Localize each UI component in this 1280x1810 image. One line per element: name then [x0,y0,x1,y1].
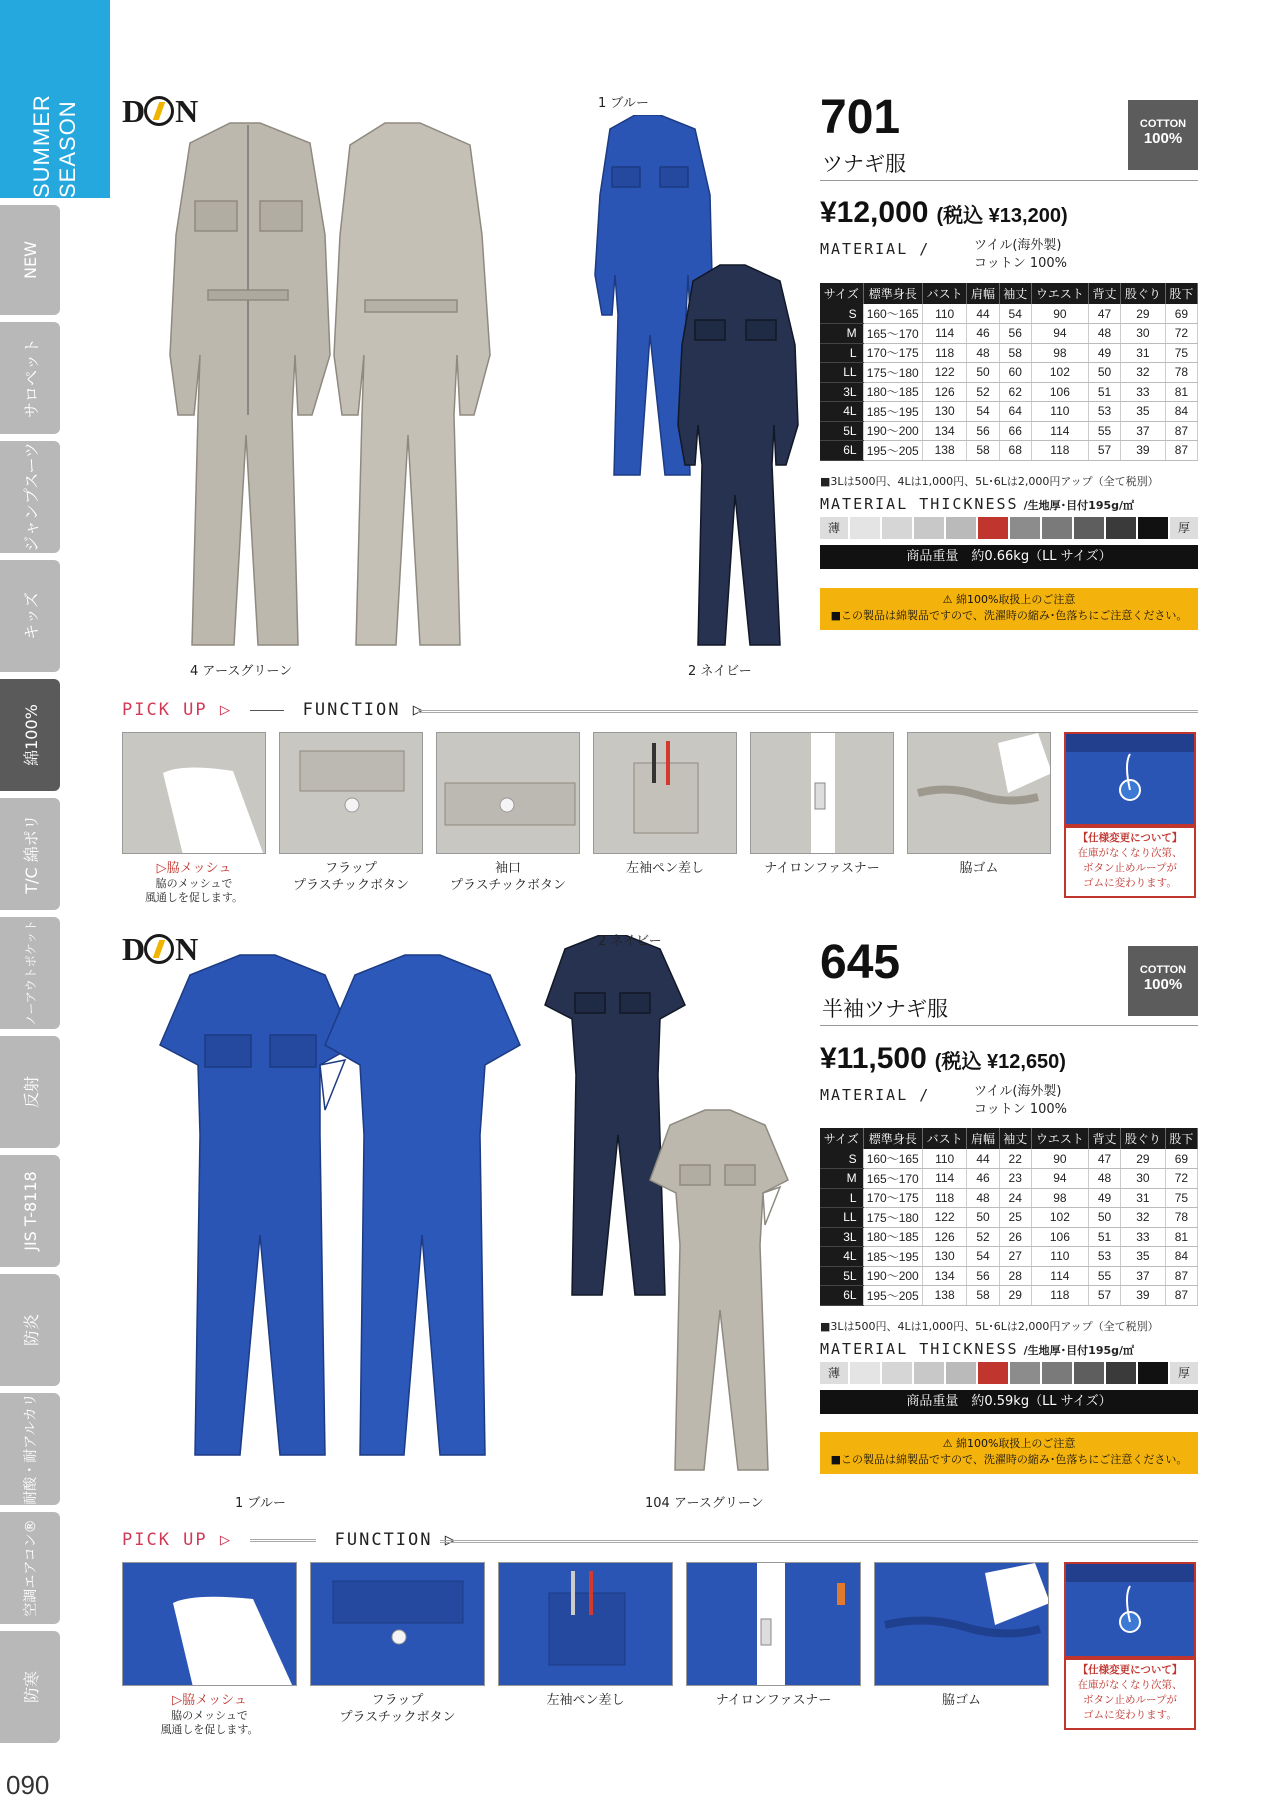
measure-cell: 106 [1031,382,1088,402]
size-cell: 4L [820,402,863,422]
tab-salopette[interactable]: サロペット [0,322,60,434]
measure-cell: 37 [1121,1266,1166,1286]
measure-cell: 37 [1121,421,1166,441]
measure-cell: 24 [999,1188,1031,1208]
detail-side-elastic-701 [907,732,1051,854]
detail-pen-slot-701 [593,732,737,854]
measure-cell: 165〜170 [863,1169,922,1189]
measure-cell: 94 [1031,1169,1088,1189]
measure-cell: 87 [1165,441,1197,461]
tab-air-con[interactable]: 空調エアコン® [0,1512,60,1624]
measure-cell: 51 [1088,382,1120,402]
measure-cell: 51 [1088,1227,1120,1247]
measure-cell: 50 [967,363,999,383]
thickness-thin-label: 薄 [820,517,848,539]
detail-cuff-button-701 [436,732,580,854]
thickness-cell [1074,517,1104,539]
caution-701: ⚠ 綿100%取扱上のご注意 ■この製品は綿製品ですので、洗濯時の縮み･色落ちにご注意ください。 [820,588,1198,630]
material-label-645: MATERIAL / [820,1086,931,1104]
weight-645: 商品重量 約0.59kg（LL サイズ） [820,1390,1198,1414]
measure-cell: 175〜180 [863,1208,922,1228]
measure-cell: 50 [1088,363,1120,383]
measure-cell: 29 [1121,1149,1166,1169]
size-row [820,421,1198,441]
product-number-645: 645 [820,936,901,989]
measure-cell: 47 [1088,304,1120,324]
caution-645: ⚠ 綿100%取扱上のご注意 ■この製品は綿製品ですので、洗濯時の縮み･色落ちにご注意ください。 [820,1432,1198,1474]
thickness-cell [914,517,944,539]
measure-cell: 28 [999,1266,1031,1286]
weight-701: 商品重量 約0.66kg（LL サイズ） [820,545,1198,569]
measure-cell: 185〜195 [863,1247,922,1267]
spec-change-notice-645: 【仕様変更について】 在庫がなくなり次第、 ボタン止めループが ゴムに変わります。 [1064,1658,1196,1730]
measure-cell: 75 [1165,343,1197,363]
thickness-scale-701 [820,517,1198,539]
measure-cell: 180〜185 [863,382,922,402]
measure-cell: 53 [1088,1247,1120,1267]
thickness-thick-label: 厚 [1170,1362,1198,1384]
thickness-cell [1042,1362,1072,1384]
measure-cell: 78 [1165,1208,1197,1228]
detail-flap-button-645 [310,1562,485,1686]
divider [418,710,1198,713]
measure-cell: 47 [1088,1149,1120,1169]
size-cell: 6L [820,1286,863,1306]
category-sidebar [0,0,110,1810]
pickup-bar-645: PICK UP ▷ FUNCTION ▷ [122,1530,457,1550]
measure-cell: 118 [1031,1286,1088,1306]
pickup-bar-701: PICK UP ▷ FUNCTION ▷ [122,700,425,720]
size-row [820,304,1198,324]
measure-cell: 185〜195 [863,402,922,422]
measure-cell: 48 [967,343,999,363]
measure-cell: 118 [1031,441,1088,461]
detail-flap-button-701 [279,732,423,854]
product-701-photos [120,115,810,655]
coverall-khaki-front [170,123,330,645]
measure-cell: 126 [922,1227,967,1247]
detail-loop-change-645 [1064,1562,1196,1658]
coverall-khaki-front-short [650,1110,788,1470]
price-645: ¥11,500 (税込 ¥12,650) [820,1042,1066,1075]
measure-cell: 29 [1121,304,1166,324]
measure-cell: 110 [922,1149,967,1169]
thickness-cell [1010,517,1040,539]
thickness-cell [882,517,912,539]
measure-cell: 170〜175 [863,343,922,363]
measure-cell: 87 [1165,1266,1197,1286]
size-cell: 3L [820,1227,863,1247]
feature-caption-elastic-645: 脇ゴム [941,1693,981,1708]
measure-cell: 180〜185 [863,1227,922,1247]
measure-cell: 190〜200 [863,421,922,441]
measure-cell: 195〜205 [863,441,922,461]
measure-cell: 39 [1121,1286,1166,1306]
measure-cell: 72 [1165,1169,1197,1189]
color-label-701-blue: 1 ブルー [598,96,649,111]
measure-cell: 56 [999,324,1031,344]
measure-cell: 30 [1121,324,1166,344]
size-cell: 5L [820,421,863,441]
size-cell: M [820,1169,863,1189]
measure-cell: 25 [999,1208,1031,1228]
measure-cell: 190〜200 [863,1266,922,1286]
measure-cell: 84 [1165,1247,1197,1267]
measure-cell: 118 [922,1188,967,1208]
measure-cell: 98 [1031,343,1088,363]
detail-nylon-zipper-645 [686,1562,861,1686]
thickness-cell [978,1362,1008,1384]
size-cell: L [820,343,863,363]
measure-cell: 90 [1031,1149,1088,1169]
measure-cell: 78 [1165,363,1197,383]
color-label-645-blue: 1 ブルー [235,1496,286,1511]
feature-caption-mesh-645: ▷脇メッシュ 脇のメッシュで 風通しを促します。 [160,1693,259,1736]
brand-logo: D N [122,931,197,967]
size-row [820,441,1198,461]
measure-cell: 39 [1121,441,1166,461]
detail-nylon-zipper-701 [750,732,894,854]
measure-cell: 58 [967,441,999,461]
measure-cell: 50 [1088,1208,1120,1228]
size-row [820,1227,1198,1247]
thickness-thin-label: 薄 [820,1362,848,1384]
measure-cell: 130 [922,402,967,422]
tab-jumpsuit[interactable]: ジャンプスーツ [0,441,60,553]
price-701: ¥12,000 (税込 ¥13,200) [820,196,1068,229]
measure-cell: 54 [967,1247,999,1267]
color-label-645-earthgreen: 104 アースグリーン [645,1496,764,1511]
warning-icon: ⚠ [942,593,953,606]
measure-cell: 33 [1121,1227,1166,1247]
measure-cell: 57 [1088,1286,1120,1306]
thickness-cell [850,517,880,539]
warning-icon: ⚠ [942,1437,953,1450]
measure-cell: 114 [922,1169,967,1189]
season-banner [0,0,110,198]
season-label: SUMMER SEASON [29,94,80,198]
measure-cell: 160〜165 [863,304,922,324]
measure-cell: 54 [999,304,1031,324]
measure-cell: 58 [967,1286,999,1306]
measure-cell: 94 [1031,324,1088,344]
measure-cell: 165〜170 [863,324,922,344]
detail-loop-change-701 [1064,732,1196,826]
measure-cell: 50 [967,1208,999,1228]
feature-caption-pen-645: 左袖ペン差し [546,1693,625,1708]
coverall-blue-front-short [160,955,355,1455]
measure-cell: 102 [1031,363,1088,383]
thickness-cell [978,517,1008,539]
size-cell: 4L [820,1247,863,1267]
divider [440,1540,1198,1543]
material-text-645: ツイル(海外製) コットン 100% [974,1084,1068,1117]
product-number-701: 701 [820,91,901,144]
measure-cell: 102 [1031,1208,1088,1228]
thickness-cell [914,1362,944,1384]
divider [820,180,1198,181]
size-row [820,1149,1198,1169]
size-cell: 6L [820,441,863,461]
feature-caption-pen-701: 左袖ペン差し [625,861,704,876]
measure-cell: 69 [1165,304,1197,324]
tab-tc-cotton-poly[interactable]: T/C 綿ポリ [0,798,60,910]
size-row [820,1286,1198,1306]
size-cell: S [820,304,863,324]
measure-cell: 32 [1121,363,1166,383]
feature-caption-mesh-701: ▷脇メッシュ 脇のメッシュで 風通しを促します。 [144,861,244,904]
measure-cell: 90 [1031,304,1088,324]
size-row [820,324,1198,344]
measure-cell: 44 [967,1149,999,1169]
feature-caption-flap-701: フラップ プラスチックボタン [293,861,409,893]
measure-cell: 62 [999,382,1031,402]
measure-cell: 75 [1165,1188,1197,1208]
measure-cell: 52 [967,382,999,402]
measure-cell: 170〜175 [863,1188,922,1208]
measure-cell: 72 [1165,324,1197,344]
measure-cell: 118 [922,343,967,363]
measure-cell: 26 [999,1227,1031,1247]
size-row [820,1208,1198,1228]
measure-cell: 195〜205 [863,1286,922,1306]
measure-cell: 56 [967,1266,999,1286]
measure-cell: 49 [1088,1188,1120,1208]
thickness-cell [946,517,976,539]
measure-cell: 160〜165 [863,1149,922,1169]
thickness-scale-645 [820,1362,1198,1384]
color-label-645-navy: 2 ネイビー [598,934,662,949]
size-cell: S [820,1149,863,1169]
measure-cell: 35 [1121,402,1166,422]
tab-flame-retardant[interactable]: 防炎 [0,1274,60,1386]
measure-cell: 130 [922,1247,967,1267]
measure-cell: 53 [1088,402,1120,422]
size-table-701: サイズ 標準身長 バスト 肩幅 袖丈 ウエスト 背丈 股ぐり 股下 S 160〜165 110 44 54 90 47 29 69 M 165〜170 114 46 56 94 48 30 72 L 170〜175 118 48 58 98 49 31 75 LL 175〜180 122 50 60 102 50 32 78 3L 180〜185 126 52 62 106 51 33 81 4L 185〜195 130 54 64 110 53 35 84 5L 190〜200 134 56 66 114 55 37 87 6L 195〜205 138 58 68 118 57 39 87 [820,283,1198,461]
tab-cotton100[interactable]: 綿100% [0,679,60,791]
page-number: 090 [6,1770,50,1800]
tab-jis[interactable]: JIS T-8118 [0,1155,60,1267]
feature-caption-cuff-701: 袖口 プラスチックボタン [450,861,566,893]
color-label-701-navy: 2 ネイビー [688,664,752,679]
measure-cell: 81 [1165,1227,1197,1247]
product-name-701: ツナギ服 [822,152,906,176]
thickness-cell [1010,1362,1040,1384]
measure-cell: 58 [999,343,1031,363]
thickness-cell [1106,1362,1136,1384]
measure-cell: 60 [999,363,1031,383]
coverall-navy-front-short [545,935,685,1295]
measure-cell: 31 [1121,1188,1166,1208]
measure-cell: 48 [1088,324,1120,344]
measure-cell: 64 [999,402,1031,422]
measure-cell: 33 [1121,382,1166,402]
measure-cell: 57 [1088,441,1120,461]
measure-cell: 55 [1088,421,1120,441]
coverall-navy-front [678,265,798,645]
measure-cell: 122 [922,363,967,383]
color-label-701-earthgreen: 4 アースグリーン [190,664,293,679]
measure-cell: 106 [1031,1227,1088,1247]
thickness-cell [1138,1362,1168,1384]
material-text-701: ツイル(海外製) コットン 100% [974,238,1068,271]
size-table-645: サイズ 標準身長 バスト 肩幅 袖丈 ウエスト 背丈 股ぐり 股下 S 160〜165 110 44 22 90 47 29 69 M 165〜170 114 46 23 94 48 30 72 L 170〜175 118 48 24 98 49 31 75 LL 175〜180 122 50 25 102 50 32 78 3L 180〜185 126 52 26 106 51 33 81 4L 185〜195 130 54 27 110 53 35 84 5L 190〜200 134 56 28 114 55 37 87 6L 195〜205 138 58 29 118 57 39 87 [820,1128,1198,1306]
measure-cell: 46 [967,1169,999,1189]
measure-cell: 66 [999,421,1031,441]
divider [820,1025,1198,1026]
thickness-thick-label: 厚 [1170,517,1198,539]
measure-cell: 114 [922,324,967,344]
detail-pen-slot-645 [498,1562,673,1686]
measure-cell: 98 [1031,1188,1088,1208]
size-cell: 5L [820,1266,863,1286]
size-cell: M [820,324,863,344]
size-cell: L [820,1188,863,1208]
measure-cell: 81 [1165,382,1197,402]
detail-underarm-mesh-645 [122,1562,297,1686]
spec-change-notice-701: 【仕様変更について】 在庫がなくなり次第、 ボタン止めループが ゴムに変わります。 [1064,826,1196,898]
thickness-cell [1042,517,1072,539]
measure-cell: 114 [1031,421,1088,441]
cotton-badge-701: COTTON 100% [1128,100,1198,170]
thickness-cell [1074,1362,1104,1384]
size-note-701: ■3Lは500円、4Lは1,000円、5L･6Lは2,000円アップ（全て税別） [820,475,1159,488]
feature-caption-flap-645: フラップ プラスチックボタン [339,1693,456,1725]
measure-cell: 110 [1031,1247,1088,1267]
measure-cell: 23 [999,1169,1031,1189]
size-row [820,1247,1198,1267]
tab-cold-protection[interactable]: 防寒 [0,1631,60,1743]
measure-cell: 134 [922,421,967,441]
measure-cell: 138 [922,441,967,461]
thickness-cell [882,1362,912,1384]
measure-cell: 32 [1121,1208,1166,1228]
measure-cell: 55 [1088,1266,1120,1286]
size-cell: 3L [820,382,863,402]
size-cell: LL [820,363,863,383]
thickness-header-645: MATERIAL THICKNESS /生地厚･目付195g/㎡ [820,1340,1135,1358]
detail-underarm-mesh-701 [122,732,266,854]
feature-caption-zipper-645: ナイロンファスナー [715,1693,832,1708]
size-row [820,402,1198,422]
tab-acid-alkali[interactable]: 耐酸・耐アルカリ [0,1393,60,1505]
tab-new[interactable]: NEW [0,205,60,315]
product-645-photos [120,935,810,1490]
measure-cell: 35 [1121,1247,1166,1267]
size-row [820,382,1198,402]
measure-cell: 175〜180 [863,363,922,383]
measure-cell: 44 [967,304,999,324]
tab-no-out-pocket[interactable]: ノーアウトポケット [0,917,60,1029]
measure-cell: 69 [1165,1149,1197,1169]
coverall-blue-back-short [325,955,520,1455]
size-row [820,1188,1198,1208]
measure-cell: 87 [1165,421,1197,441]
measure-cell: 110 [1031,402,1088,422]
measure-cell: 29 [999,1286,1031,1306]
measure-cell: 54 [967,402,999,422]
measure-cell: 48 [967,1188,999,1208]
size-row [820,1266,1198,1286]
size-note-645: ■3Lは500円、4Lは1,000円、5L･6Lは2,000円アップ（全て税別） [820,1320,1159,1333]
measure-cell: 49 [1088,343,1120,363]
measure-cell: 22 [999,1149,1031,1169]
brand-logo: D N [122,93,197,129]
size-cell: LL [820,1208,863,1228]
measure-cell: 52 [967,1227,999,1247]
feature-caption-zipper-701: ナイロンファスナー [764,861,880,876]
tab-kids[interactable]: キッズ [0,560,60,672]
size-row [820,363,1198,383]
cotton-badge-645: COTTON 100% [1128,946,1198,1016]
thickness-cell [850,1362,880,1384]
measure-cell: 46 [967,324,999,344]
measure-cell: 31 [1121,343,1166,363]
thickness-header-701: MATERIAL THICKNESS /生地厚･目付195g/㎡ [820,495,1135,513]
size-row [820,1169,1198,1189]
tab-reflective[interactable]: 反射 [0,1036,60,1148]
measure-cell: 87 [1165,1286,1197,1306]
feature-caption-elastic-701: 脇ゴム [959,861,999,876]
measure-cell: 122 [922,1208,967,1228]
measure-cell: 126 [922,382,967,402]
measure-cell: 27 [999,1247,1031,1267]
size-row [820,343,1198,363]
thickness-cell [946,1362,976,1384]
detail-side-elastic-645 [874,1562,1049,1686]
material-label-701: MATERIAL / [820,240,931,258]
measure-cell: 138 [922,1286,967,1306]
measure-cell: 114 [1031,1266,1088,1286]
product-name-645: 半袖ツナギ服 [822,997,948,1021]
measure-cell: 48 [1088,1169,1120,1189]
measure-cell: 68 [999,441,1031,461]
measure-cell: 110 [922,304,967,324]
measure-cell: 56 [967,421,999,441]
thickness-cell [1106,517,1136,539]
measure-cell: 30 [1121,1169,1166,1189]
thickness-cell [1138,517,1168,539]
coverall-khaki-back [334,123,490,645]
measure-cell: 134 [922,1266,967,1286]
measure-cell: 84 [1165,402,1197,422]
